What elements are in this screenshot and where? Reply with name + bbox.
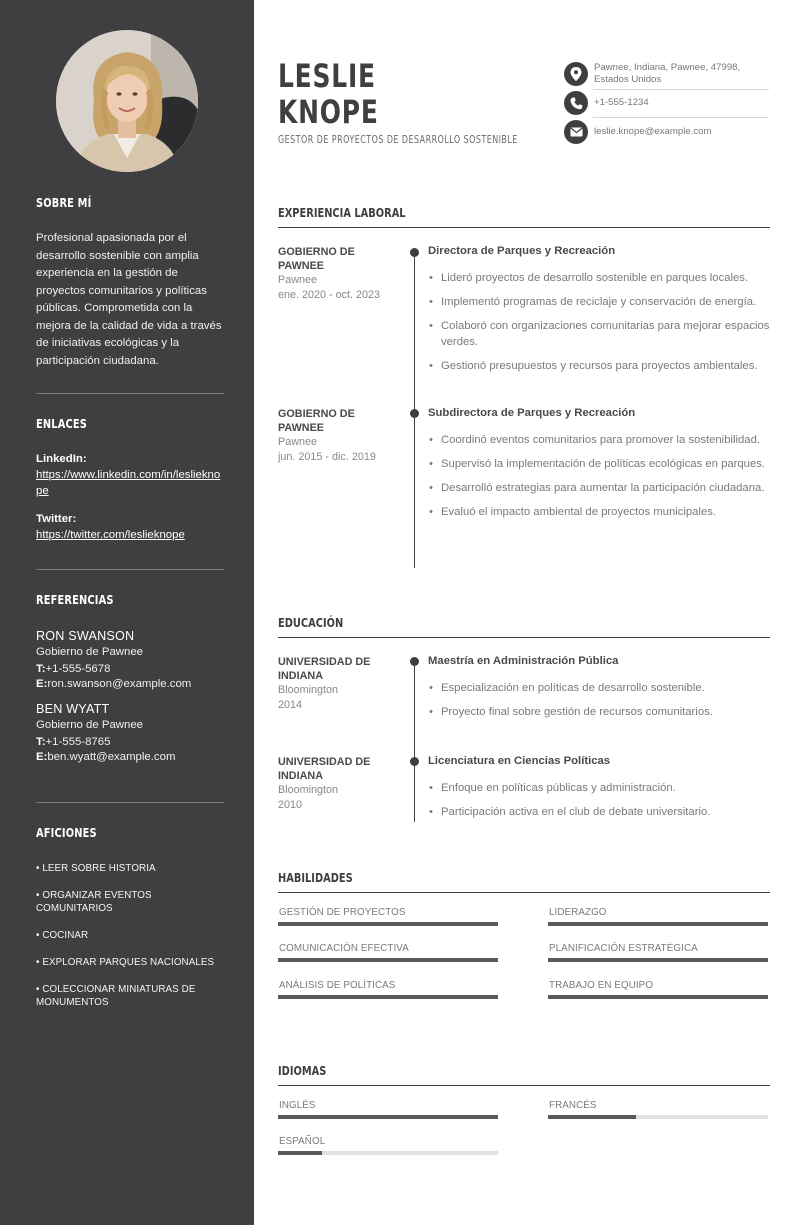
org-dates: ene. 2020 - oct. 2023 [278,289,381,301]
skill-bar [548,922,768,926]
sidebar-divider [36,802,224,803]
hobby-item: • COCINAR [36,930,89,941]
links-heading: ENLACES [36,417,88,431]
name-first: LESLIE [278,57,376,95]
language-label: INGLÉS [279,1100,316,1111]
reference-phone: T:+1-555-5678 [36,663,111,675]
hobby-item: • EXPLORAR PARQUES NACIONALES [36,957,215,968]
skill-bar [548,958,768,962]
contact-phone [564,91,769,115]
name-last: KNOPE [278,93,379,131]
hobbies-heading: AFICIONES [36,826,97,840]
skill-bar [278,995,498,999]
contact-divider [593,117,769,118]
degree-bullets [428,680,770,728]
school-year: 2010 [278,799,303,811]
role-title: Directora de Parques y Recreación [428,245,616,257]
skill-item [548,907,768,926]
experience-heading: EXPERIENCIA LABORAL [278,206,406,220]
languages-heading: IDIOMAS [278,1064,327,1078]
skill-label: COMUNICACIÓN EFECTIVA [279,943,409,954]
bullet-item: • Enfoque en políticas públicas y administración. [428,780,770,796]
bullet-item: • Evaluó el impacto ambiental de proyectos municipales. [428,504,770,520]
timeline-dot [410,248,419,257]
skill-label: TRABAJO EN EQUIPO [549,980,654,991]
skill-bar-fill [278,958,498,962]
org-location: Pawnee [278,436,318,448]
references-heading: REFERENCIAS [36,593,114,607]
skill-bar-fill [278,922,498,926]
about-heading: SOBRE MÍ [36,196,92,210]
about-text: Profesional apasionada por el desarrollo sostenible con amplia experiencia en la gestión de proyectos comunitarios y políticas públicas. Comprometida con la mejora de la calidad de vida a través de iniciativas ecológicas y la participación ciudadana. [36,232,222,367]
sidebar-divider [36,569,224,570]
candidate-name [278,58,379,130]
timeline-line [414,662,415,822]
skill-bar [278,922,498,926]
skill-item [278,907,498,926]
reference-org: Gobierno de Pawnee [36,719,144,731]
skill-bar-fill [548,922,768,926]
about-section [36,196,224,370]
bullet-item: • Colaboró con organizaciones comunitarias para mejorar espacios verdes. [428,318,770,350]
language-item [278,1100,498,1119]
role-bullets [428,270,770,382]
language-bar-fill [278,1115,498,1119]
skill-label: ANÁLISIS DE POLÍTICAS [279,980,396,991]
timeline-dot [410,409,419,418]
bullet-item: • Participación activa en el club de debate universitario. [428,804,770,820]
org-dates: jun. 2015 - dic. 2019 [278,451,376,463]
twitter-link[interactable]: https://twitter.com/leslieknope [36,529,185,541]
bullet-item: • Desarrolló estrategias para aumentar la participación ciudadana. [428,480,770,496]
language-label: ESPAÑOL [279,1136,326,1147]
language-bar [548,1115,768,1119]
link-label-linkedin: LinkedIn: [36,453,87,465]
hobby-item: • LEER SOBRE HISTORIA [36,863,156,874]
hobbies-section [36,826,224,1009]
linkedin-link[interactable]: https://www.linkedin.com/in/leslieknope [36,469,221,497]
sidebar-divider [36,393,224,394]
profile-photo [56,30,198,172]
education-org-block [278,755,388,812]
reference-email: E:ron.swanson@example.com [36,678,192,690]
bullet-item: • Implementó programas de reciclaje y conservación de energía. [428,294,770,310]
reference-org: Gobierno de Pawnee [36,646,144,658]
skill-bar-fill [548,995,768,999]
skill-item [548,943,768,962]
reference-name: RON SWANSON [36,629,135,643]
bullet-item: • Especialización en políticas de desarrollo sostenible. [428,680,770,696]
skill-label: PLANIFICACIÓN ESTRATÉGICA [549,943,698,954]
skill-bar [548,995,768,999]
role-title: Subdirectora de Parques y Recreación [428,407,636,419]
skill-label: GESTIÓN DE PROYECTOS [279,907,406,918]
link-item-linkedin [36,453,224,499]
bullet-item: • Gestionó presupuestos y recursos para proyectos ambientales. [428,358,770,374]
reference-item [36,629,224,690]
skill-item [278,980,498,999]
contact-email [564,120,769,144]
section-rule [278,1085,770,1086]
links-section [36,417,224,543]
link-label-twitter: Twitter: [36,513,77,525]
school-name: UNIVERSIDAD DE INDIANA [278,756,371,782]
link-item-twitter [36,513,224,543]
job-title: GESTOR DE PROYECTOS DE DESARROLLO SOSTENIBLE [278,134,518,146]
degree-title: Maestría en Administración Pública [428,655,619,667]
skill-item [548,980,768,999]
bullet-item: • Proyecto final sobre gestión de recursos comunitarios. [428,704,770,720]
school-location: Bloomington [278,784,339,796]
section-rule [278,227,770,228]
org-name: GOBIERNO DE PAWNEE [278,408,355,434]
school-year: 2014 [278,699,303,711]
school-location: Bloomington [278,684,339,696]
hobby-item: • ORGANIZAR EVENTOS COMUNITARIOS [36,890,152,914]
language-label: FRANCÉS [549,1100,597,1111]
degree-bullets [428,780,770,828]
bullet-item: • Supervisó la implementación de políticas ecológicas en parques. [428,456,770,472]
profile-photo-image [56,30,198,172]
contact-address [564,62,769,86]
language-bar-fill [548,1115,636,1119]
education-heading: EDUCACIÓN [278,616,344,630]
section-rule [278,637,770,638]
reference-phone: T:+1-555-8765 [36,736,111,748]
language-bar [278,1115,498,1119]
skill-bar [278,958,498,962]
skill-bar-fill [278,995,498,999]
language-item [548,1100,768,1119]
bullet-item: • Lideró proyectos de desarrollo sostenible en parques locales. [428,270,770,286]
language-item [278,1136,498,1155]
school-name: UNIVERSIDAD DE INDIANA [278,656,371,682]
education-org-block [278,655,388,712]
role-bullets [428,432,770,528]
references-section [36,593,224,763]
skills-heading: HABILIDADES [278,871,353,885]
org-location: Pawnee [278,274,318,286]
location-pin-icon [564,62,588,86]
email-link[interactable]: leslie.knope@example.com [594,126,712,137]
org-name: GOBIERNO DE PAWNEE [278,246,355,272]
skill-bar-fill [548,958,768,962]
language-bar-fill [278,1151,322,1155]
phone-text: +1-555-1234 [594,97,649,108]
section-rule [278,892,770,893]
timeline-dot [410,657,419,666]
skill-item [278,943,498,962]
address-text: Pawnee, Indiana, Pawnee, 47998, Estados Unidos [594,62,741,85]
timeline-dot [410,757,419,766]
skill-label: LIDERAZGO [549,907,607,918]
phone-icon [564,91,588,115]
reference-name: BEN WYATT [36,702,110,716]
degree-title: Licenciatura en Ciencias Políticas [428,755,611,767]
hobby-item: • COLECCIONAR MINIATURAS DE MONUMENTOS [36,984,196,1008]
language-bar [278,1151,498,1155]
reference-email: E:ben.wyatt@example.com [36,751,176,763]
contact-divider [593,89,769,90]
experience-org-block [278,407,388,464]
bullet-item: • Coordinó eventos comunitarios para promover la sostenibilidad. [428,432,770,448]
envelope-icon [564,120,588,144]
sidebar [0,0,254,1225]
reference-item [36,702,224,763]
experience-org-block [278,245,388,302]
